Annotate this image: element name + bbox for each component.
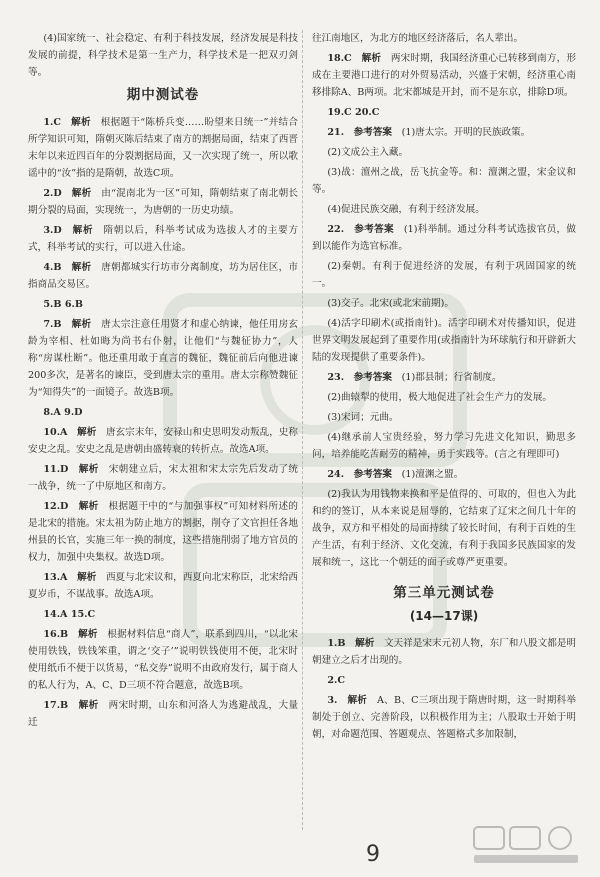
answer-item	[312, 409, 576, 426]
answer-tag: 解析	[78, 700, 99, 711]
answer-item	[28, 222, 298, 256]
answer-item	[312, 315, 576, 366]
answer-item	[28, 114, 298, 182]
answer-item	[312, 295, 576, 312]
answer-tag: 解析	[78, 501, 99, 512]
answer-text: (4)活字印刷术(或指南针)。活字印刷术对传播知识，促进世界文明发展起到了重要作用(或指南针为环球航行和开辟新大陆的发现提供了重要条件)。	[312, 318, 576, 363]
answer-number: 16.B	[43, 629, 69, 640]
answer-item	[312, 221, 576, 255]
answer-text: 两宋时期，山东和河洛人为逃避战乱，大量迁	[28, 700, 299, 728]
answer-item	[312, 124, 576, 141]
answer-number: 1.B	[327, 638, 346, 649]
answer-text: 唐玄宗末年，安禄山和史思明发动叛乱，史称安史之乱。安史之乱是唐朝由盛转衰的转折点。故选A项。	[28, 427, 299, 455]
answer-item	[312, 486, 576, 571]
answer-text: (3)战：澶州之战，岳飞抗金等。和：澶渊之盟，宋金议和等。	[312, 167, 576, 195]
answer-item	[312, 144, 576, 161]
answer-number: 13.A	[43, 572, 68, 583]
answer-text: 根据题干“陈桥兵变……盼望来日统一”并结合所学知识可知，隋朝灭陈后结束了南方的割据局面，结束了西晋末年以来近四百年的分裂割据局面，又一次实现了统一，所以歌谣中的“汝”指的是隋朝，故选C项。	[28, 117, 299, 179]
answer-text: (3)交子。北宋(或北宋前期)。	[327, 298, 454, 309]
answer-item	[28, 569, 298, 603]
answer-item	[28, 697, 298, 731]
answer-text: (4)促进民族交融，有利于经济发展。	[327, 204, 485, 215]
answer-tag: 解析	[361, 53, 382, 64]
section-subtitle-lessons: (14—17课)	[409, 609, 479, 623]
answer-tag: 参考答案	[354, 224, 394, 235]
answer-tag: 参考答案	[353, 469, 393, 480]
answer-item	[312, 164, 576, 198]
answer-number: 23.	[327, 372, 345, 383]
answer-number: 3.	[327, 695, 338, 706]
answer-item	[312, 258, 576, 292]
answer-item	[312, 104, 576, 121]
answer-text: 唐朝都城实行坊市分离制度，坊为居住区，市指商品交易区。	[28, 262, 299, 290]
answer-text: (2)秦朝。有利于促进经济的发展，有利于巩固国家的统一。	[312, 261, 576, 289]
answer-tag: 解析	[71, 319, 92, 330]
answer-text: (3)宋词；元曲。	[327, 412, 399, 423]
answer-text: A、B、C三项出现于隋唐时期，这一时期科举制处于创立、完善阶段，以积极作用为主；八股取士开始于明朝，对命题范围、答题观点、答题格式多加限制，	[312, 695, 576, 740]
answer-text: 根据题干中的“与加强事权”可知材料所述的是北宋的措施。宋太祖为防止地方的割据，削夺了文官担任各地州县的长官，实施三年一换的制度，这些措施削弱了地方官员的权力，加强中央集权。故选D项。	[28, 501, 299, 563]
answer-text: (1)澶渊之盟。	[401, 469, 464, 480]
answer-item	[28, 424, 298, 458]
left-column	[28, 30, 298, 734]
answer-number: 19.C 20.C	[327, 107, 380, 118]
answer-text: 由“混南北为一区”可知，隋朝结束了南北朝长期分裂的局面，实现统一，为唐朝的一历史功绩。	[28, 188, 299, 216]
right-column	[312, 30, 576, 746]
left-answer-list	[28, 114, 298, 731]
answer-tag: 解析	[78, 464, 99, 475]
answer-text: (1)唐太宗。开明的民族政策。	[401, 127, 531, 138]
answer-tag: 解析	[71, 188, 92, 199]
answer-tag: 解析	[78, 629, 98, 640]
answer-number: 21.	[327, 127, 345, 138]
answer-item	[312, 635, 576, 669]
answer-tag: 解析	[347, 695, 368, 706]
answer-number: 17.B	[43, 700, 69, 711]
answer-number: 12.D	[43, 501, 69, 512]
answer-number: 4.B	[43, 262, 62, 273]
answer-number: 8.A 9.D	[43, 407, 83, 418]
answer-item	[312, 50, 576, 101]
answer-item	[312, 389, 576, 406]
answer-item	[28, 498, 298, 566]
section-title-unit3: 第三单元测试卷	[393, 585, 495, 601]
answer-text: 根据材料信息“商人”，联系到四川，“以北宋使用铁钱，铁钱笨重，谓之‘交子’”说明铁钱使用不便，北宋时使用纸币不便于以货易，“私交券”说明不由政府发行，属于商人的私人行为，A、C、D三项不符合题意，故选B项。	[28, 629, 299, 691]
answer-text: (1)郡县制；行省制度。	[401, 372, 502, 383]
answer-number: 10.A	[43, 427, 68, 438]
answer-item	[28, 296, 298, 313]
answer-text: 唐太宗注意任用贤才和虚心纳谏，他任用房玄龄为宰相、杜如晦为尚书右仆射，让他们“与魏征协力”，人称“房谋杜断”。他还重用敢于直言的魏征，魏征前后向他进谏200多次，是著名的谏臣，受到唐太宗的重用。唐太宗称赞魏征为“知得失”的一面镜子。故选B项。	[28, 319, 299, 398]
answer-tag: 解析	[77, 427, 97, 438]
answer-number: 2.C	[327, 675, 346, 686]
right-answer-list-b	[312, 635, 576, 743]
intro-paragraph: (4)国家统一、社会稳定、有利于科技发展，经济发展是科技发展的前提，科学技术是第一生产力，科学技术是一把双刃剑等。	[28, 33, 298, 78]
continued-paragraph: 往江南地区，为北方的地区经济落后，名人辈出。	[312, 33, 524, 44]
answer-tag: 解析	[77, 572, 97, 583]
answer-number: 1.C	[43, 117, 62, 128]
answer-text: (2)文成公主入藏。	[327, 147, 409, 158]
site-logo-watermark	[472, 823, 582, 867]
answer-tag: 解析	[71, 117, 91, 128]
answer-tag: 解析	[72, 225, 94, 236]
answer-item	[312, 201, 576, 218]
answer-tag: 解析	[71, 262, 92, 273]
answer-number: 14.A 15.C	[43, 609, 96, 620]
answer-text: (2)我认为用钱物来换和平是值得的、可取的，但也入为此和约的签订，从本来说是屈辱的，它结束了辽宋之间几十年的战争，双方和平相处的局面持续了较长时间，有利于百姓的生产生活，有利于经济、文化交流，有利于我国多民族国家的发展和统一，这比一个朝廷的面子或尊严更重要。	[312, 489, 576, 568]
answer-item	[28, 461, 298, 495]
answer-item	[312, 672, 576, 689]
answer-number: 7.B	[43, 319, 62, 330]
answer-item	[312, 466, 576, 483]
right-answer-list-a	[312, 50, 576, 571]
answer-number: 5.B 6.B	[43, 299, 83, 310]
section-title-midterm: 期中测试卷	[126, 87, 200, 103]
answer-text: (1)科举制。通过分科考试选拔官员，做到以能作为选官标准。	[312, 224, 577, 252]
answer-tag: 参考答案	[353, 127, 393, 138]
answer-item	[28, 259, 298, 293]
answer-number: 11.D	[43, 464, 69, 475]
answer-text: 西夏与北宋议和，西夏向北宋称臣，北宋给西夏岁币，不谋战事。故选A项。	[28, 572, 299, 600]
answer-number: 3.D	[43, 225, 62, 236]
answer-tag: 解析	[355, 638, 375, 649]
answer-item	[28, 404, 298, 421]
answer-text: (2)曲辕犁的使用，极大地促进了社会生产力的发展。	[327, 392, 553, 403]
page-number: 9	[366, 842, 380, 867]
answer-item	[28, 316, 298, 401]
answer-text: (4)继承前人宝贵经验，努力学习先进文化知识，勤思多问，培养能吃苦耐劳的精神，勇于实践等。(言之有理即可)	[312, 432, 576, 460]
answer-number: 2.D	[43, 188, 62, 199]
column-divider	[302, 30, 303, 830]
answer-text: 文天祥是宋末元初人物，东厂和八股文都是明朝建立之后才出现的。	[312, 638, 577, 666]
answer-number: 18.C	[327, 53, 352, 64]
answer-number: 24.	[327, 469, 345, 480]
answer-number: 22.	[327, 224, 345, 235]
answer-tag: 参考答案	[353, 372, 393, 383]
answer-item	[312, 692, 576, 743]
answer-text: 两宋时期，我国经济重心已转移到南方，形成在主要港口进行的对外贸易活动，兴盛于宋朝，经济重心南移排除A、B两项。北宋都城是开封，而不是东京，排除D项。	[312, 53, 577, 98]
answer-item	[28, 606, 298, 623]
answer-item	[312, 429, 576, 463]
answer-item	[28, 626, 298, 694]
answer-text: 隋朝以后，科举考试成为选拔人才的主要方式，科举考试的实行，可以进入仕途。	[28, 225, 299, 253]
answer-item	[28, 185, 298, 219]
answer-item	[312, 369, 576, 386]
answer-text: 宋朝建立后，宋太祖和宋太宗先后发动了统一战争，统一了中原地区和南方。	[28, 464, 299, 492]
